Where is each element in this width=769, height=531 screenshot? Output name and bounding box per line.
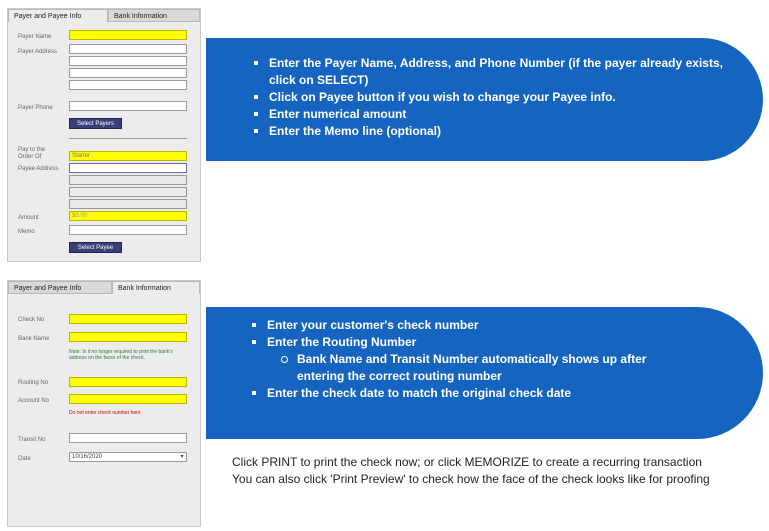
- select-payee-button[interactable]: Select Payee: [69, 242, 122, 253]
- date-value: 10/16/2020: [72, 454, 103, 460]
- payer-name-input[interactable]: [69, 30, 187, 40]
- check-no-input[interactable]: [69, 314, 187, 324]
- square-bullet-icon: [254, 61, 258, 65]
- square-bullet-icon: [254, 112, 258, 116]
- square-bullet-icon: [252, 323, 256, 327]
- bank-note: Note: Is it no longer required to print the bank's address on the faces of the check.: [69, 349, 173, 361]
- bank-name-label: Bank Name: [18, 336, 50, 342]
- transit-no-label: Transit No: [18, 437, 46, 443]
- memo-label: Memo: [18, 229, 35, 235]
- amount-input[interactable]: $0.00: [69, 211, 187, 221]
- payer-payee-panel: [7, 8, 201, 262]
- transit-no-input[interactable]: [69, 433, 187, 443]
- payer-phone-input[interactable]: [69, 101, 187, 111]
- callout-bank-info: [206, 307, 763, 439]
- tab-payer-payee-info[interactable]: Payer and Payee Info: [8, 9, 108, 22]
- pay-to-label-line2: Order Of: [18, 154, 42, 160]
- panel-tabs: [8, 281, 200, 295]
- account-warning: Do not enter check number here: [69, 410, 141, 416]
- select-payers-button[interactable]: Select Payers: [69, 118, 122, 129]
- callout-item: Enter the Routing Number: [267, 334, 713, 351]
- memo-input[interactable]: [69, 225, 187, 235]
- tab-payer-payee-info[interactable]: Payer and Payee Info: [8, 281, 112, 294]
- payer-address-line1[interactable]: [69, 44, 187, 54]
- account-no-label: Account No: [18, 398, 50, 404]
- payee-address-label: Payee Address: [18, 166, 59, 172]
- square-bullet-icon: [252, 340, 256, 344]
- pay-to-input[interactable]: Starter: [69, 151, 187, 161]
- payee-address-line4[interactable]: [69, 199, 187, 209]
- date-label: Date: [18, 456, 31, 462]
- callout-list: [269, 55, 723, 140]
- routing-no-input[interactable]: [69, 377, 187, 387]
- callout-item: Enter the check date to match the original check date: [267, 385, 713, 402]
- amount-label: Amount: [18, 215, 39, 221]
- payee-address-line2[interactable]: [69, 175, 187, 185]
- callout-list: [267, 317, 713, 402]
- panel-tabs: [8, 9, 200, 23]
- tab-bank-information[interactable]: Bank Information: [108, 9, 200, 22]
- callout-item: Enter the Memo line (optional): [269, 123, 723, 140]
- callout-payer-payee: [206, 38, 763, 161]
- payer-name-label: Payer Name: [18, 34, 52, 40]
- square-bullet-icon: [254, 95, 258, 99]
- square-bullet-icon: [252, 391, 256, 395]
- callout-item: Enter the Payer Name, Address, and Phone Number (if the payer already exists, click on SELECT): [269, 55, 723, 89]
- payee-address-line3[interactable]: [69, 187, 187, 197]
- payer-address-line3[interactable]: [69, 68, 187, 78]
- payer-phone-label: Payer Phone: [18, 105, 53, 111]
- payer-address-line2[interactable]: [69, 56, 187, 66]
- bank-information-panel: [7, 280, 201, 527]
- payer-address-line4[interactable]: [69, 80, 187, 90]
- callout-item: Click on Payee button if you wish to change your Payee info.: [269, 89, 723, 106]
- chevron-down-icon[interactable]: ▾: [180, 454, 184, 460]
- date-select[interactable]: [69, 452, 187, 462]
- callout-sub-item: Bank Name and Transit Number automatically shows up after entering the correct routing number: [267, 351, 713, 385]
- circle-bullet-icon: [281, 356, 288, 363]
- payer-address-label: Payer Address: [18, 49, 58, 55]
- tab-bank-information[interactable]: Bank Information: [112, 281, 200, 294]
- callout-item: Enter numerical amount: [269, 106, 723, 123]
- account-no-input[interactable]: [69, 394, 187, 404]
- preview-instruction: You can also click 'Print Preview' to check how the face of the check looks like for proofing: [232, 472, 710, 486]
- instructions-text: [232, 454, 742, 488]
- bank-name-input[interactable]: [69, 332, 187, 342]
- check-no-label: Check No: [18, 317, 45, 323]
- routing-no-label: Routing No: [18, 380, 49, 386]
- section-divider: [69, 138, 187, 139]
- payee-address-line1[interactable]: [69, 163, 187, 173]
- pay-to-label-line1: Pay to the: [18, 147, 46, 153]
- callout-item: Enter your customer's check number: [267, 317, 713, 334]
- print-instruction: Click PRINT to print the check now; or click MEMORIZE to create a recurring transaction: [232, 455, 702, 469]
- square-bullet-icon: [254, 129, 258, 133]
